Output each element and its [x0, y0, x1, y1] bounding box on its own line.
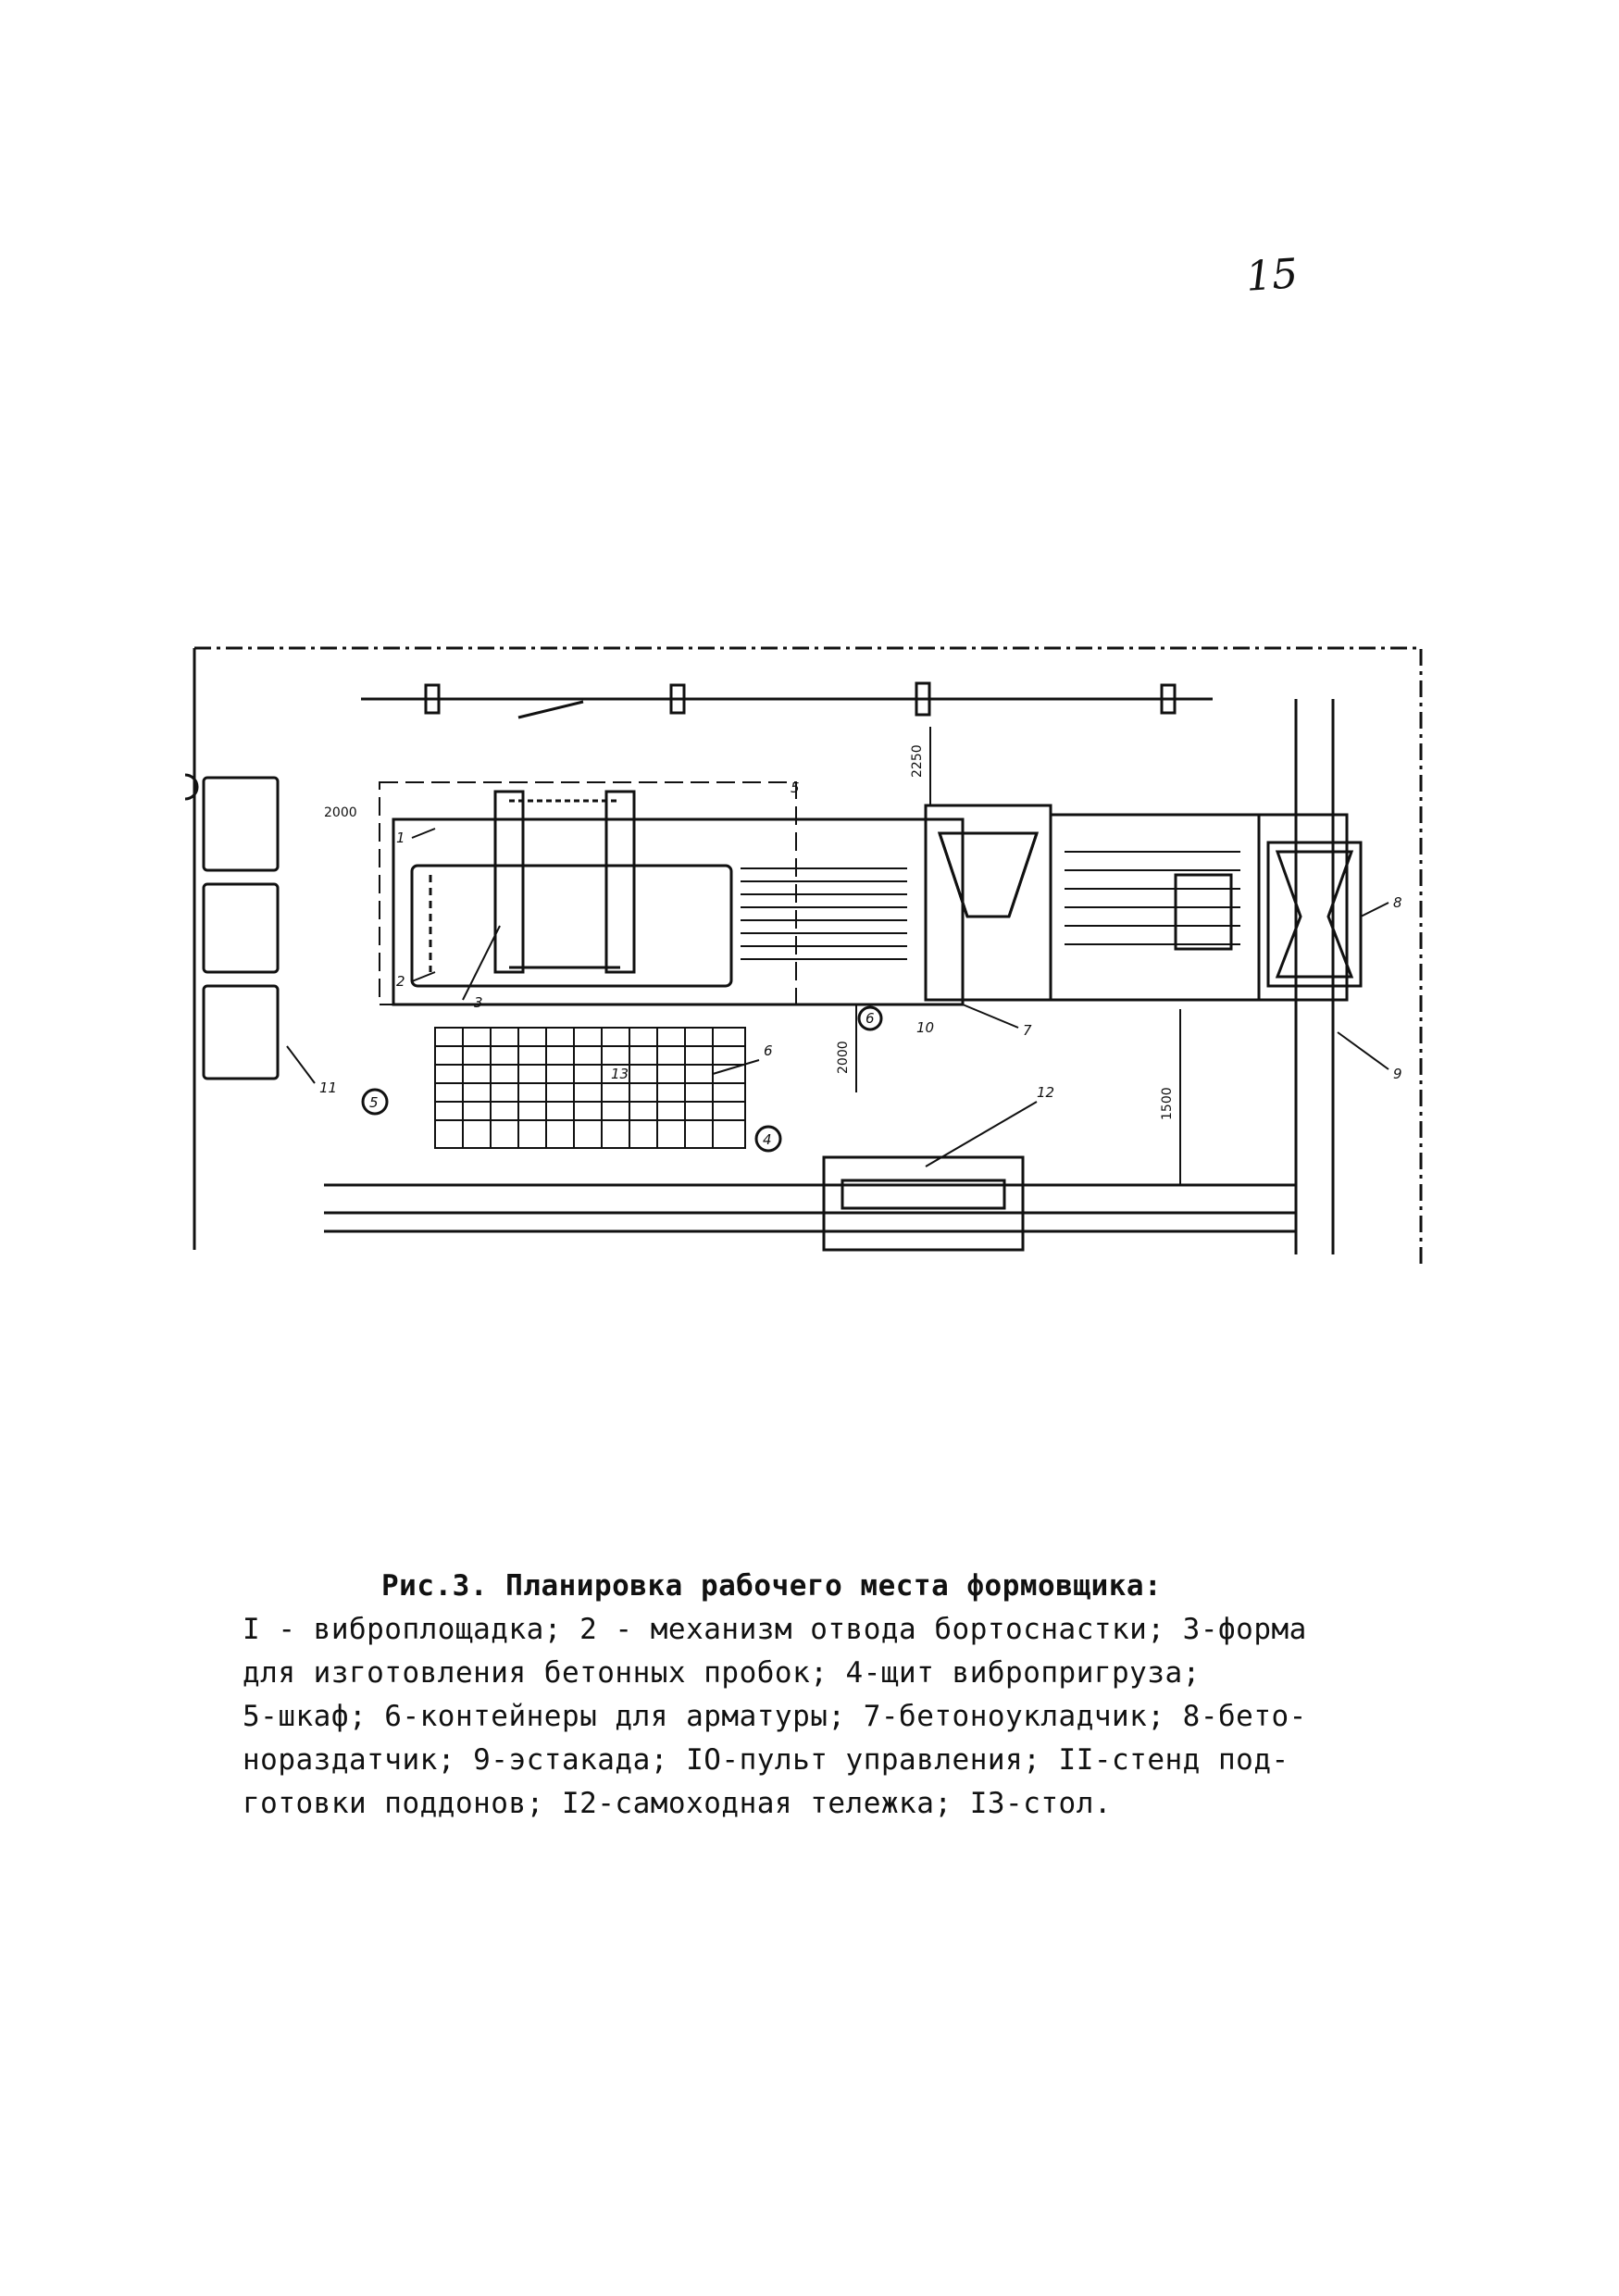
- callout-13: 13: [611, 1066, 629, 1082]
- callout-6b: 6: [764, 1042, 773, 1059]
- callout-12: 12: [1037, 1084, 1055, 1101]
- workplace-plan-svg: [185, 639, 1435, 1287]
- callout-9: 9: [1393, 1066, 1402, 1082]
- caption-line: нораздатчик; 9-эстакада; IO-пульт управления; II-стенд под-: [243, 1743, 1289, 1777]
- caption-line: для изготовления бетонных пробок; 4-щит вибропригруза;: [243, 1656, 1201, 1690]
- cabinet: [204, 986, 278, 1079]
- layout-drawing: [185, 639, 1435, 1287]
- callout-4: 4: [763, 1131, 772, 1148]
- callout-5-left: 5: [369, 1094, 379, 1111]
- callout-3: 3: [474, 994, 483, 1011]
- dim-2000: 2000: [324, 805, 357, 820]
- callout-8: 8: [1393, 894, 1402, 911]
- callout-10: 10: [916, 1019, 935, 1036]
- caption-line: I - виброплощадка; 2 - механизм отвода бортоснастки; 3-форма: [243, 1613, 1307, 1646]
- dim-1500: 1500: [1160, 1087, 1175, 1120]
- callout-7: 7: [1023, 1022, 1032, 1039]
- cabinet: [204, 884, 278, 972]
- caption-title: Рис.3. Планировка рабочего места формовщика:: [381, 1569, 1163, 1603]
- cabinet: [204, 778, 278, 870]
- figure-caption: [243, 1565, 1390, 1826]
- self-propelled-cart: [824, 1157, 1023, 1250]
- vibration-platform: [393, 819, 963, 1004]
- page-number: 15: [1244, 250, 1300, 301]
- work-zone: [380, 782, 796, 1004]
- dim-2250: 2250: [910, 744, 925, 778]
- caption-line: 5-шкаф; 6-контейнеры для арматуры; 7-бетоноукладчик; 8-бето-: [243, 1700, 1307, 1733]
- callout-11: 11: [319, 1079, 338, 1096]
- dim-2000b: 2000: [836, 1041, 851, 1074]
- callout-6: 6: [866, 1010, 875, 1027]
- callout-2: 2: [396, 973, 405, 990]
- callout-1: 1: [396, 830, 405, 846]
- caption-line: готовки поддонов; I2-самоходная тележка; I3-стол.: [243, 1787, 1113, 1820]
- mesh-table: [435, 1028, 745, 1148]
- callout-5-top: 5: [791, 780, 800, 796]
- rebar-container: [741, 868, 907, 959]
